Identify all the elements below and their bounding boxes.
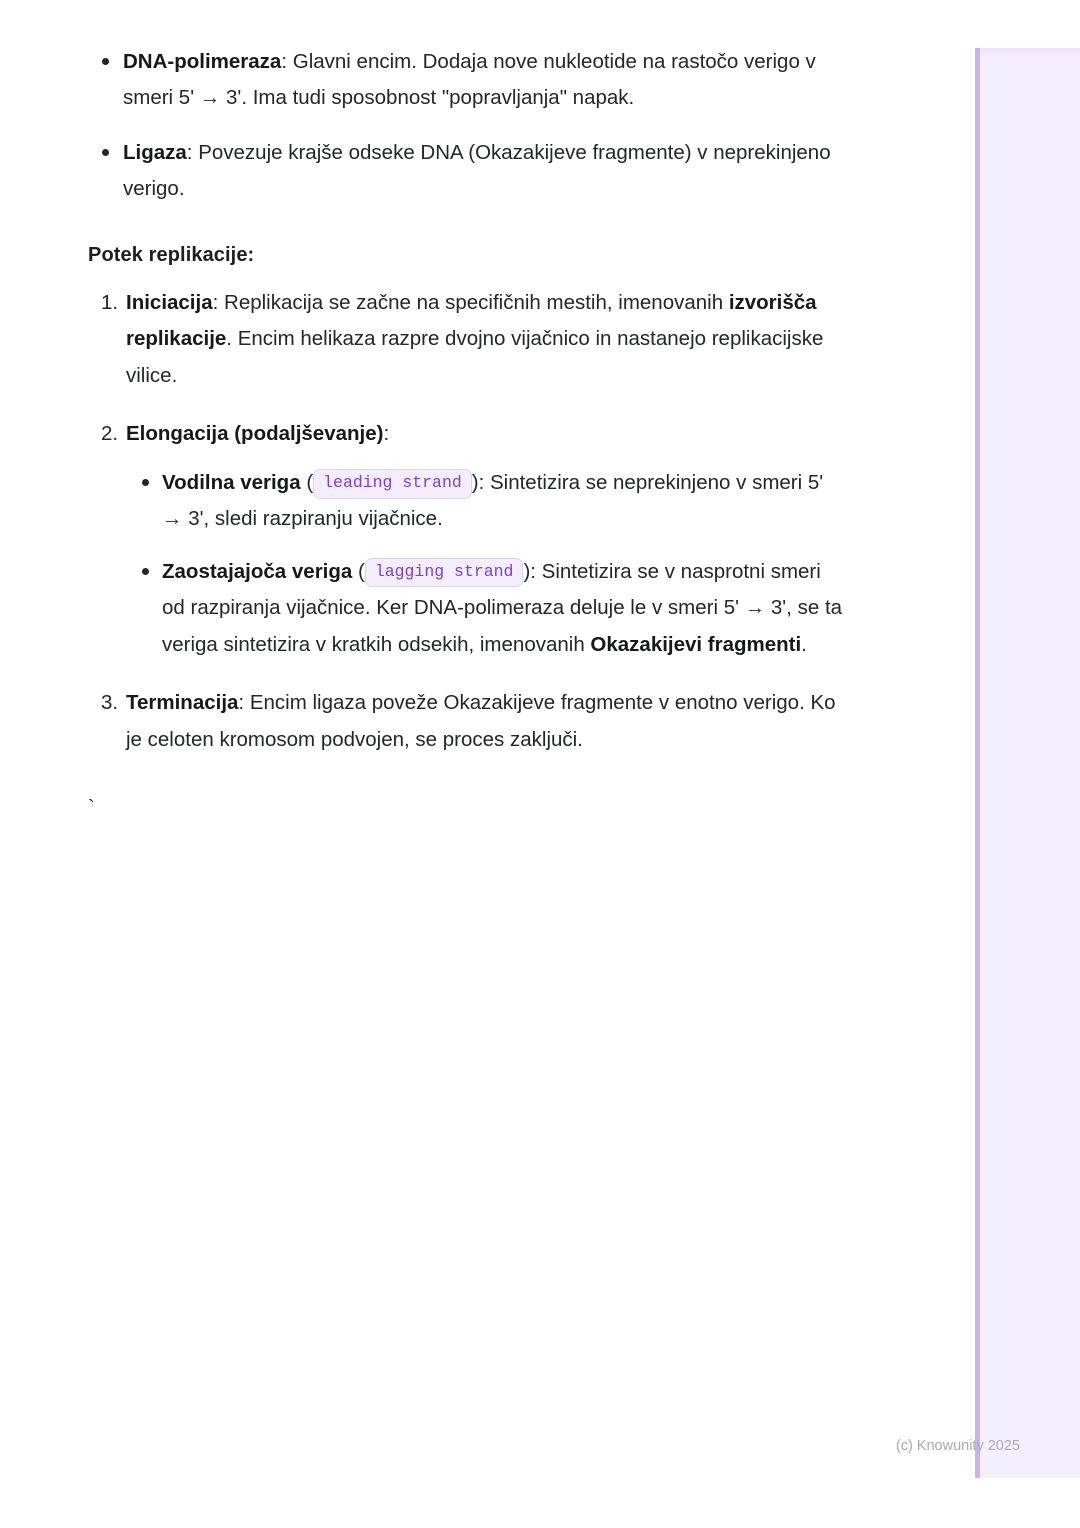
enzyme-description: Glavni encim. Dodaja nove nukleotide na rastočo verigo v smeri 5' → 3'. Ima tudi sposobnost "popravljanja" napak.	[123, 50, 816, 110]
strand-term: Zaostajajoča veriga	[162, 559, 353, 583]
enzyme-term: Ligaza	[123, 140, 187, 164]
step-separator: :	[383, 422, 390, 446]
step-term: Terminacija	[126, 691, 239, 715]
step-term: Iniciacija	[126, 290, 213, 314]
list-item-step-3	[88, 685, 848, 758]
right-accent-panel	[975, 48, 1080, 1478]
strand-text-before: : Sintetizira se v nasprotni smeri od razpiranja vijačnice. Ker DNA-polimeraza deluje le v smeri 5' → 3', se ta veriga sintetizira v kratkih odsekih, imenovanih	[162, 559, 843, 656]
step-separator: :	[238, 691, 250, 715]
enzyme-separator: :	[186, 140, 199, 164]
step-text: Encim ligaza poveže Okazakijeve fragmente v enotno verigo. Ko je celoten kromosom podvojen, se proces zaključi.	[126, 691, 836, 751]
strand-sub-list	[126, 465, 848, 663]
enzyme-term: DNA-polimeraza	[123, 50, 282, 73]
step-text-after: . Encim helikaza razpre dvojno vijačnico in nastanejo replikacijske vilice.	[126, 327, 824, 387]
close-paren: )	[523, 559, 531, 583]
panel-top-sheen	[980, 48, 1080, 58]
step-text-before: Replikacija se začne na specifičnih mestih, imenovanih	[224, 290, 729, 314]
open-paren: (	[358, 559, 365, 583]
strand-emphasis: Okazakijevi fragmenti	[590, 632, 802, 656]
strand-description: : Sintetizira se neprekinjeno v smeri 5' → 3', sledi razpiranju vijačnice.	[162, 470, 824, 531]
list-item	[88, 135, 848, 208]
section-heading: Potek replikacije:	[88, 243, 255, 266]
strand-text-after: .	[801, 632, 807, 656]
list-item	[88, 44, 848, 117]
list-item-step-1	[88, 285, 848, 394]
step-separator: :	[212, 290, 225, 314]
list-item-lagging-strand	[126, 554, 848, 663]
code-chip-leading-strand: leading strand	[313, 469, 472, 499]
strand-term: Vodilna veriga	[162, 470, 301, 494]
footer-credit: (c) Knowunity 2025	[895, 1438, 1020, 1454]
step-term: Elongacija (podaljševanje)	[126, 422, 384, 446]
code-chip-lagging-strand: lagging strand	[365, 558, 524, 588]
open-paren: (	[306, 470, 314, 494]
stray-backtick: `	[88, 797, 95, 820]
list-item-leading-strand	[126, 465, 848, 538]
enzyme-description: Povezuje krajše odseke DNA (Okazakijeve fragmente) v neprekinjeno verigo.	[123, 140, 831, 201]
close-paren: )	[471, 470, 479, 494]
step-emphasis: izvorišča replikacije	[126, 290, 817, 351]
document-content	[88, 44, 848, 818]
enzyme-separator: :	[281, 50, 293, 73]
enzyme-list	[88, 44, 848, 208]
list-item-step-2	[88, 416, 848, 663]
replication-steps-list	[88, 285, 848, 758]
